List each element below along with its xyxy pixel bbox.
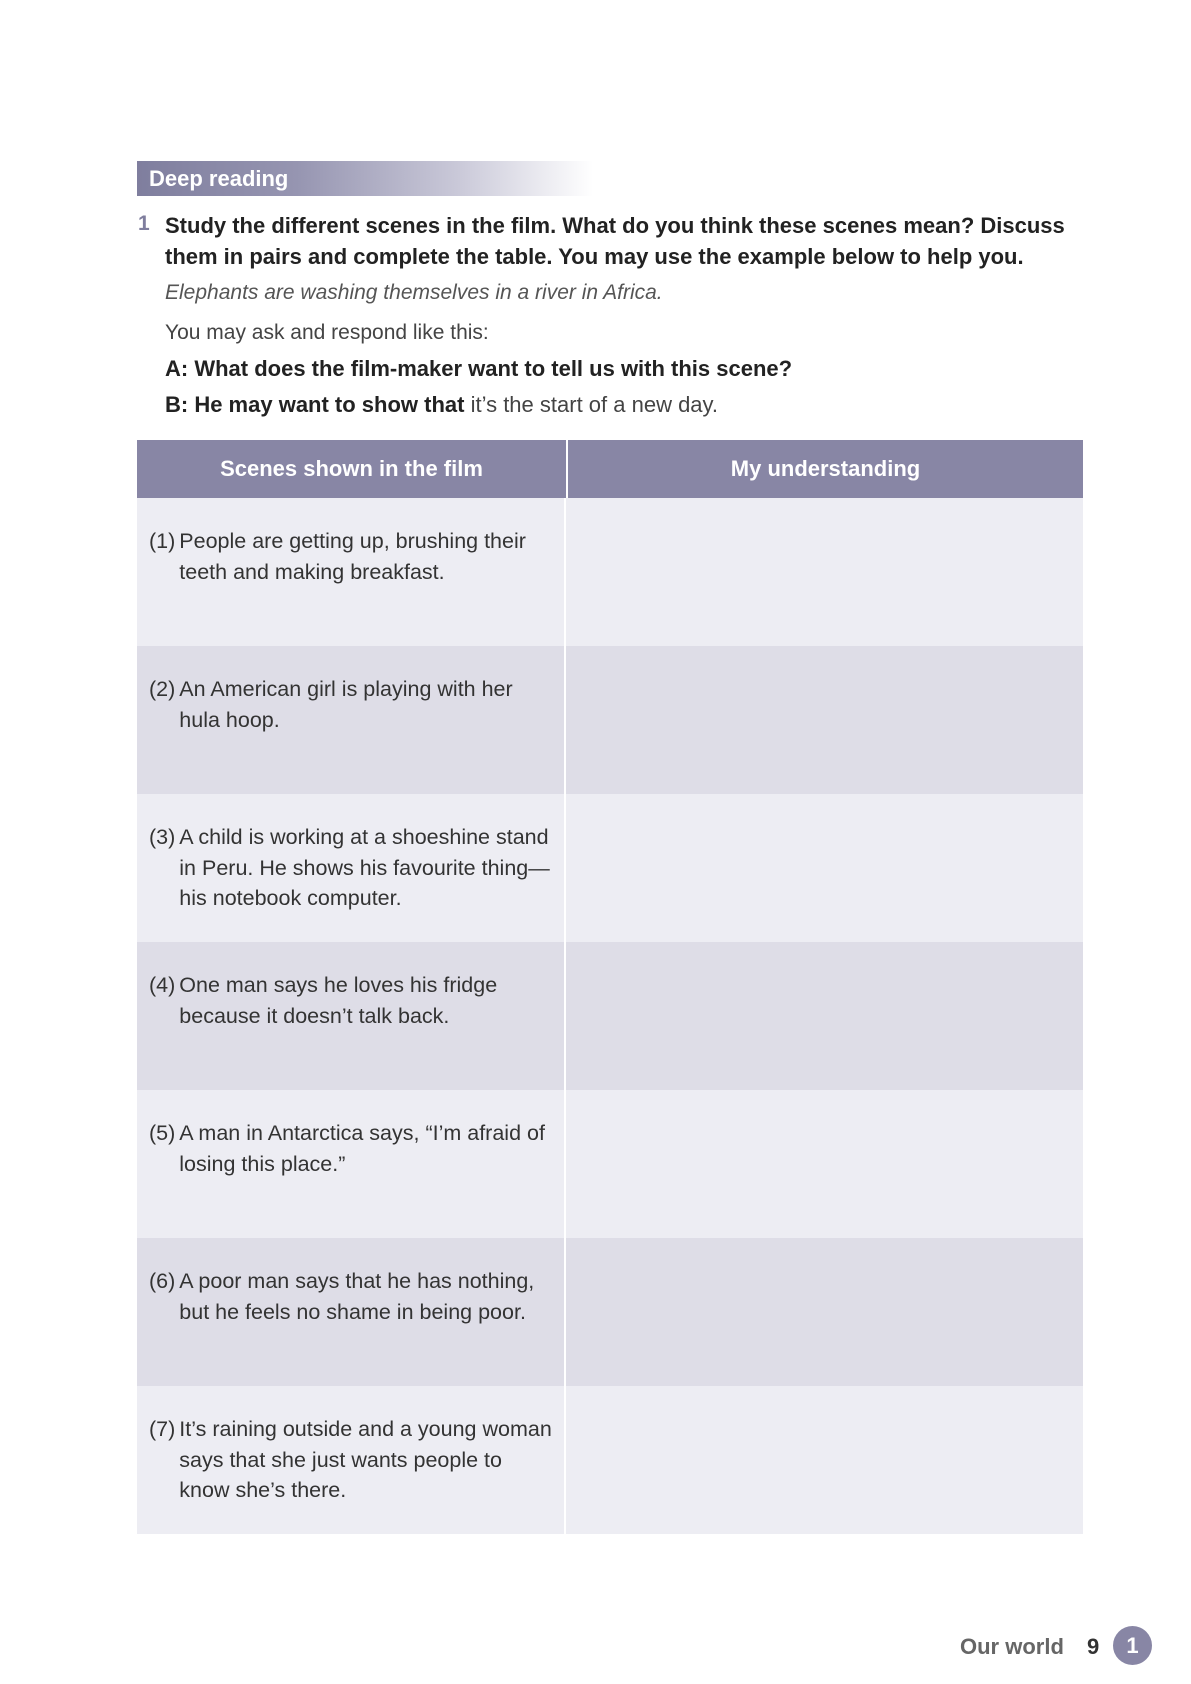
scenes-table bbox=[137, 440, 1083, 1534]
scene-text: One man says he loves his fridge because it doesn’t talk back. bbox=[179, 973, 498, 1028]
scene-cell bbox=[137, 1386, 566, 1534]
page-number: 9 bbox=[1087, 1634, 1100, 1659]
scene-cell bbox=[137, 1238, 566, 1386]
unit-badge: 1 bbox=[1113, 1626, 1152, 1665]
table-row bbox=[137, 1238, 1083, 1386]
scene-number: (2) bbox=[149, 677, 176, 701]
understanding-cell[interactable] bbox=[566, 498, 1083, 646]
scene-cell bbox=[137, 646, 566, 794]
scene-cell bbox=[137, 794, 566, 942]
header-scenes: Scenes shown in the film bbox=[137, 440, 568, 498]
instruction-number: 1 bbox=[138, 212, 150, 235]
table-header bbox=[137, 440, 1083, 498]
table-row bbox=[137, 1090, 1083, 1238]
scene-number: (1) bbox=[149, 529, 176, 553]
scene-number: (5) bbox=[149, 1121, 176, 1145]
scene-number: (7) bbox=[149, 1417, 176, 1441]
scene-text: An American girl is playing with her hula hoop. bbox=[179, 677, 513, 732]
scene-cell bbox=[137, 1090, 566, 1238]
dialogue-line-b-lead: B: He may want to show that bbox=[165, 392, 465, 417]
footer-unit-title: Our world bbox=[960, 1634, 1064, 1659]
section-title: Deep reading bbox=[137, 161, 593, 196]
scene-text: A poor man says that he has nothing, but he feels no shame in being poor. bbox=[179, 1269, 535, 1324]
scene-cell bbox=[137, 942, 566, 1090]
instruction-text: Study the different scenes in the film. What do you think these scenes mean? Discuss them in pairs and complete the table. You may use the example below to help you. bbox=[165, 213, 1065, 269]
table-row bbox=[137, 794, 1083, 942]
table-row bbox=[137, 942, 1083, 1090]
table-row bbox=[137, 646, 1083, 794]
scene-text: A child is working at a shoeshine stand in Peru. He shows his favourite thing—his notebook computer. bbox=[179, 825, 550, 910]
scene-text: A man in Antarctica says, “I’m afraid of losing this place.” bbox=[179, 1121, 545, 1176]
understanding-cell[interactable] bbox=[566, 646, 1083, 794]
scene-number: (6) bbox=[149, 1269, 176, 1293]
understanding-cell[interactable] bbox=[566, 1238, 1083, 1386]
scene-text: It’s raining outside and a young woman says that she just wants people to know she’s there. bbox=[179, 1417, 552, 1502]
understanding-cell[interactable] bbox=[566, 942, 1083, 1090]
scene-number: (4) bbox=[149, 973, 176, 997]
dialogue-line-b bbox=[165, 390, 718, 420]
understanding-cell[interactable] bbox=[566, 1386, 1083, 1534]
ask-intro: You may ask and respond like this: bbox=[165, 321, 489, 344]
scene-number: (3) bbox=[149, 825, 176, 849]
scene-cell bbox=[137, 498, 566, 646]
header-understanding: My understanding bbox=[730, 456, 921, 481]
table-row bbox=[137, 1386, 1083, 1534]
understanding-cell[interactable] bbox=[566, 794, 1083, 942]
example-sentence: Elephants are washing themselves in a river in Africa. bbox=[165, 281, 663, 304]
understanding-cell[interactable] bbox=[566, 1090, 1083, 1238]
scene-text: People are getting up, brushing their teeth and making breakfast. bbox=[179, 529, 526, 584]
table-row bbox=[137, 498, 1083, 646]
dialogue-line-b-rest: it’s the start of a new day. bbox=[464, 392, 719, 417]
dialogue-line-a: A: What does the film-maker want to tell us with this scene? bbox=[165, 356, 793, 381]
